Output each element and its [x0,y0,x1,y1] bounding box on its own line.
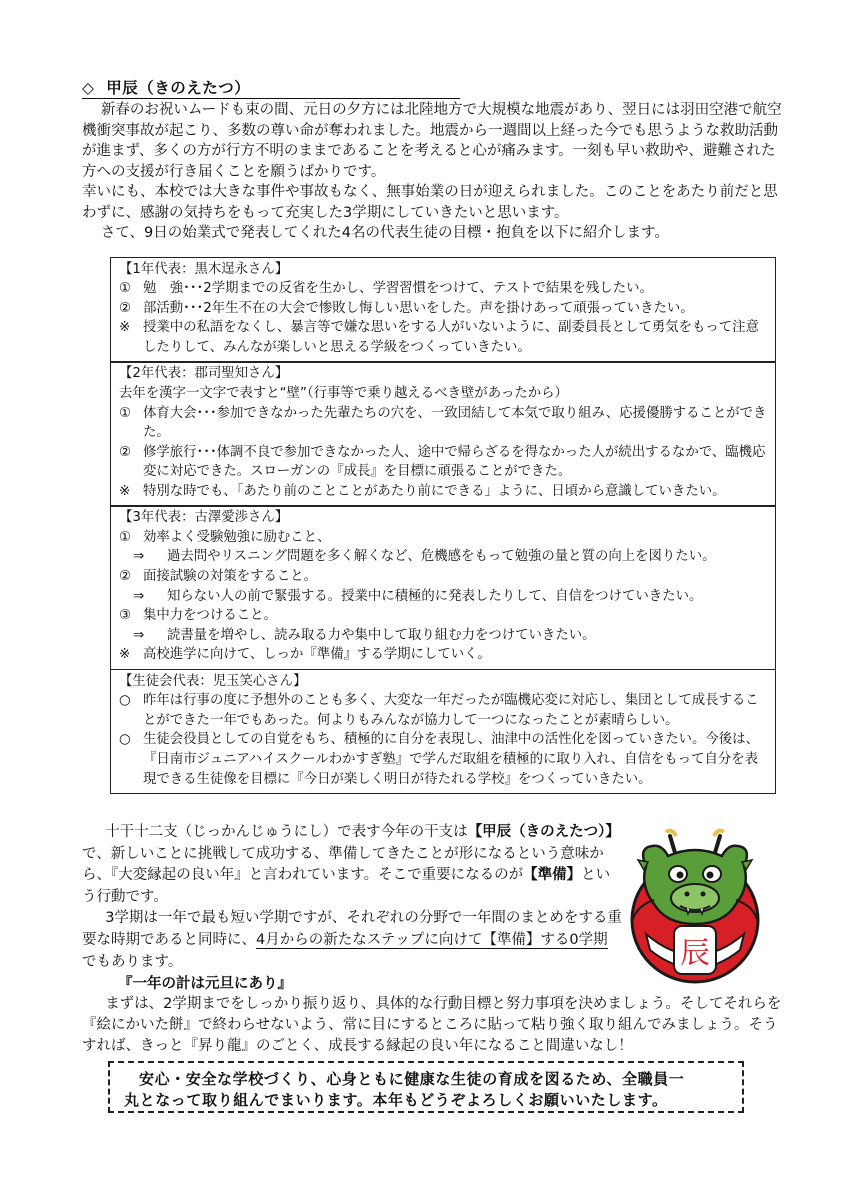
arrow-icon: ⇒ [133,549,145,565]
note-mark: ※ [119,647,131,663]
pupil [677,872,684,879]
sub-item [133,626,769,646]
arrow-icon: ⇒ [133,627,145,643]
representative-boxes [110,258,776,794]
box-title: 【3年代表：古澤愛渉さん】 [119,510,289,526]
nostril [685,892,690,897]
intro-paragraph: 幸いにも、本校では大きな事件や事故もなく、無事始業の日が迎えられました。このことをあたり前だと思わずに、感謝の気持ちをもって充実した3学期にしていきたいと思います。 [82,184,778,221]
note-text: 授業中の私語をなくし、暴言等で嫌な思いをする人がいないように、副委員長として勇気をもって注意したりして、みんなが楽しいと思える学級をつくっていきたい。 [143,320,759,356]
intro-paragraph: さて、9日の始業式で発表してくれた4名の代表生徒の目標・抱負を以下に紹介します。 [100,225,669,241]
item-mark: ② [119,444,132,460]
box-title: 【2年代表：郡司聖知さん】 [119,366,289,382]
sub-item [133,547,769,567]
list-item [119,606,769,626]
dragon-daruma-illustration [628,826,762,986]
intro-text [82,100,782,244]
student-council-box [110,669,776,795]
list-item [119,730,769,789]
eto-text [82,822,622,973]
arrow-icon: ⇒ [133,588,145,604]
message-line: 安心・安全な学校づくり、心身ともに健康な生徒の育成を図るため、全職員一 [139,1070,685,1088]
box-title: 【1年代表：黒木逞永さん】 [119,261,289,277]
item-text: 生徒会役員としての自覚をもち、積極的に自分を表現し、油津中の活性化を図っていきたい。今後は、『日南市ジュニアハイスクールわかすぎ塾』で学んだ取組を積極的に取り入れ、自信をもって自分を表現できる生徒像を目標に『今日が楽しく明日が待たれる学校』をつくっていきたい。 [143,732,759,787]
eto-paragraph [82,822,622,908]
box-title: 【生徒会代表：児玉笑心さん】 [119,673,307,689]
kanji-text: 辰 [680,936,710,971]
nostril [701,892,706,897]
section-title: 甲辰（きのえたつ） [106,79,251,97]
item-mark: ③ [119,608,132,624]
note-text: 特別な時でも、「あたり前のことことがあたり前にできる」ように、日頃から意識していきたい。 [143,483,726,499]
item-text: 面接試験の対策をすること。 [143,569,318,585]
closing-paragraph: まずは、2学期までをしっかり振り返り、具体的な行動目標と努力事項を決めましょう。そしてそれらを『絵にかいた餅』で終わらせないよう、常に目にするところに貼って粘り強く取り組んでみましょう。そうすれば、きっと『昇り龍』のごとく、成長する縁起の良い年になること間違いなし！ [82,996,782,1054]
item-mark: ② [119,569,132,585]
sub-text: 知らない人の前で緊張する。授業中に積極的に発表したりして、自信をつけていきたい。 [167,588,703,604]
list-item [119,404,769,443]
proverb: 『一年の計は元旦にあり』 [118,976,292,992]
item-mark: ① [119,281,132,297]
circle-icon: ○ [119,732,131,748]
list-item [119,691,769,730]
sub-text: 過去問やリスニング問題を多く解くなど、危機感をもって勉強の量と質の向上を図りたい。 [167,549,716,565]
item-text: 集中力をつけること。 [143,608,277,624]
section-heading [82,78,460,99]
text-run: という行動です。 [82,867,611,905]
eto-name: 【甲辰（きのえたつ）】 [467,824,620,840]
grade2-box [110,361,776,506]
grade3-box [110,505,776,670]
text-run: でもあります。 [82,953,183,970]
list-item [119,279,769,299]
list-item [119,443,769,482]
note-mark: ※ [119,483,131,499]
item-mark: ① [119,529,132,545]
sub-text: 読書量を増やし、読み取る力や集中して取り組む力をつけていきたい。 [167,627,596,643]
keyword-junbi: 【準備】 [523,867,582,884]
item-mark: ① [119,405,132,421]
sub-item [133,587,769,607]
item-text: 部活動･･･2年生不在の大会で惨敗し悔しい思いをした。声を掛けあって頑張っていきたい。 [143,300,694,316]
text-run: 十干十二支（じっかんじゅうにし）で表す今年の干支は [105,824,468,840]
text-run: で、新しいことに挑戦して成功する、準備してきたことが形になるという意味から、『大変縁起の良い年』と言われています。そこで重要になるのが [82,845,604,884]
list-item [119,299,769,319]
message-line: 丸となって取り組んでまいります。本年もどうぞよろしくお願いいたします。 [124,1091,668,1109]
list-item [119,645,769,665]
horn-tip [666,831,724,836]
note-text: 高校進学に向けて、しっか『準備』する学期にしていく。 [143,647,491,663]
grade1-box [110,257,776,363]
item-text: 効率よく受験勉強に励むこと、 [143,529,331,545]
item-text: 修学旅行･･･体調不良で参加できなかった人、途中で帰らざるを得なかった人が続出するなかで、臨機応変に対応できた。スローガンの『成長』を目標に頑張ることができた。 [143,444,766,480]
list-item [119,528,769,548]
item-mark: ② [119,300,132,316]
note-mark: ※ [119,320,131,336]
circle-icon: ○ [119,693,131,709]
item-text: 体育大会･･･参加できなかった先輩たちの穴を、一致団結して本気で取り組み、応援優勝することができた。 [143,405,767,441]
snout [671,884,719,912]
message-box [108,1061,744,1113]
diamond-icon: ◇ [82,79,95,97]
item-text: 昨年は行事の度に予想外のことも多く、大変な一年だったが臨機応変に対応し、集団として成長することができた一年でもあった。何よりもみんなが協力して一つになったことが素晴らしい。 [143,693,759,728]
list-item [119,318,769,357]
intro-paragraph: 新春のお祝いムードも束の間、元日の夕方には北陸地方で大規模な地震があり、翌日には羽田空港で航空機衝突事故が起こり、多数の尊い命が奪われました。地震から一週間以上経った今でも思うような救助活動が進まず、多くの方が行方不明のままであることを考えると心が痛みます。一刻も早い救助や、避難された方への支援が行き届くことを願うばかりです。 [82,102,782,180]
underlined-text: 4月からの新たなステップに向けて【準備】する0学期 [256,931,608,948]
list-item [119,567,769,587]
closing-text [82,994,782,1057]
list-item [119,482,769,502]
item-text: 勉 強･･･2学期までの反省を生かし、学習習慣をつけて、テストで結果を残したい。 [143,281,653,297]
box-lead: 去年を漢字一文字で表すと“壁”（行事等で乗り越えるべき壁があったから） [119,385,568,401]
text-run: 3学期は一年で最も短い学期ですが、それぞれの分野で一年間のまとめをする重要な時期であると同時に、 [82,910,622,948]
eto-paragraph [82,908,622,973]
pupil [707,872,714,879]
